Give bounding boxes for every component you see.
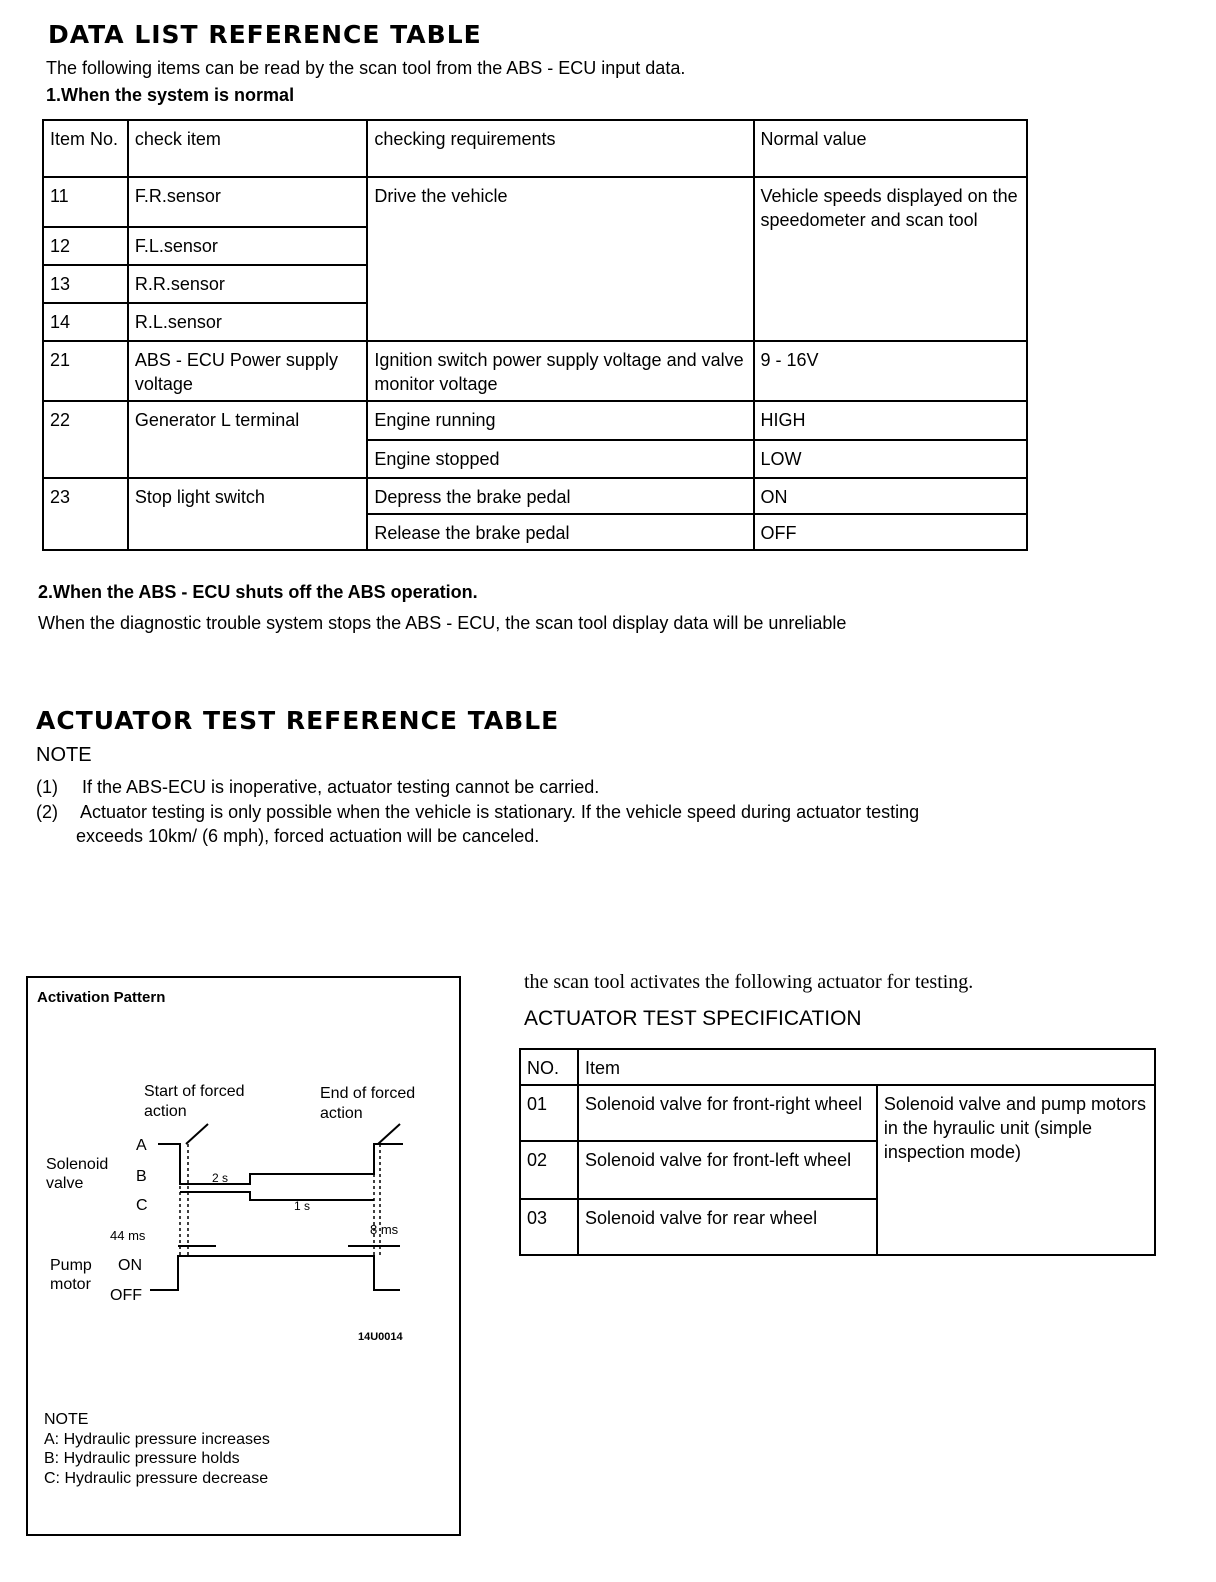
- row-22-requirement-2: Engine stopped: [367, 440, 753, 478]
- row-14-no: 14: [43, 303, 128, 341]
- label-8ms: 8 ms: [370, 1222, 399, 1237]
- row-14-item: R.L.sensor: [128, 303, 368, 341]
- row-22-item: Generator L terminal: [128, 401, 368, 478]
- spec-row-03-no: 03: [520, 1199, 578, 1255]
- actuator-note-heading: NOTE: [36, 744, 92, 766]
- diagram-note-a: A: Hydraulic pressure increases: [44, 1431, 270, 1448]
- start-pointer: [186, 1124, 208, 1144]
- table-row: [43, 177, 1027, 227]
- table-row: [43, 401, 1027, 440]
- diagram-note-c: C: Hydraulic pressure decrease: [44, 1470, 269, 1487]
- row-11-no: 11: [43, 177, 128, 227]
- spec-row-02-no: 02: [520, 1141, 578, 1199]
- spec-lead-text: the scan tool activates the following actuator for testing.: [524, 971, 974, 993]
- label-2s: 2 s: [212, 1171, 229, 1185]
- sensors-requirement: Drive the vehicle: [367, 177, 753, 341]
- spec-row-02-item: Solenoid valve for front-left wheel: [578, 1141, 877, 1199]
- data-list-unreliable-note: When the diagnostic trouble system stops the ABS - ECU, the scan tool display data will be unreliable: [38, 613, 847, 633]
- header-check-item: check item: [128, 120, 368, 177]
- table-row: [43, 478, 1027, 514]
- label-44ms: 44 ms: [110, 1228, 146, 1243]
- row-22-normal-value-1: HIGH: [754, 401, 1028, 440]
- solenoid-waveform-c: [180, 1192, 374, 1200]
- row-22-no: 22: [43, 401, 128, 478]
- spec-header-item: Item: [578, 1049, 1155, 1085]
- label-end-forced-action: action: [320, 1105, 363, 1122]
- row-21-no: 21: [43, 341, 128, 401]
- activation-pattern-diagram: [26, 976, 461, 1536]
- header-item-no: Item No.: [43, 120, 128, 177]
- row-12-no: 12: [43, 227, 128, 265]
- row-23-normal-value-2: OFF: [754, 514, 1028, 550]
- label-pump: Pump: [50, 1257, 92, 1274]
- label-start-forced-action: action: [144, 1103, 187, 1120]
- row-13-no: 13: [43, 265, 128, 303]
- diagram-note-b: B: Hydraulic pressure holds: [44, 1450, 240, 1467]
- label-a: A: [136, 1137, 147, 1154]
- actuator-note-2a: Actuator testing is only possible when the vehicle is stationary. If the vehicle speed during actuator testing: [80, 802, 920, 822]
- sensors-normal-value: Vehicle speeds displayed on the speedometer and scan tool: [754, 177, 1028, 341]
- solenoid-waveform: [158, 1144, 403, 1184]
- pump-waveform: [150, 1256, 400, 1290]
- diagram-code: 14U0014: [358, 1331, 403, 1343]
- spec-row-01-item: Solenoid valve for front-right wheel: [578, 1085, 877, 1141]
- actuator-note-1-number: (1): [36, 777, 58, 797]
- table-row: [43, 341, 1027, 401]
- label-valve: valve: [46, 1175, 84, 1192]
- data-list-table: [42, 119, 1028, 551]
- row-21-normal-value: 9 - 16V: [754, 341, 1028, 401]
- label-start-forced: Start of forced: [144, 1083, 245, 1100]
- data-list-intro: The following items can be read by the scan tool from the ABS - ECU input data.: [46, 58, 686, 78]
- table-header-row: [43, 120, 1027, 177]
- spec-row-01-no: 01: [520, 1085, 578, 1141]
- activation-pattern-svg: [28, 978, 459, 1534]
- actuator-note-1: If the ABS-ECU is inoperative, actuator testing cannot be carried.: [82, 777, 600, 797]
- spec-table: [519, 1048, 1156, 1256]
- table-row: [520, 1085, 1155, 1141]
- diagram-title: Activation Pattern: [37, 989, 166, 1006]
- spec-row-03-item: Solenoid valve for rear wheel: [578, 1199, 877, 1255]
- row-21-item: ABS - ECU Power supply voltage: [128, 341, 368, 401]
- row-23-normal-value-1: ON: [754, 478, 1028, 514]
- label-on: ON: [118, 1257, 142, 1274]
- row-21-requirement: Ignition switch power supply voltage and valve monitor voltage: [367, 341, 753, 401]
- actuator-note-2b: exceeds 10km/ (6 mph), forced actuation will be canceled.: [76, 826, 540, 846]
- spec-title: ACTUATOR TEST SPECIFICATION: [524, 1007, 862, 1030]
- row-23-item: Stop light switch: [128, 478, 368, 550]
- data-list-title: DATA LIST REFERENCE TABLE: [48, 20, 482, 49]
- label-1s: 1 s: [294, 1199, 311, 1213]
- actuator-note-2-number: (2): [36, 802, 58, 822]
- label-motor: motor: [50, 1276, 91, 1293]
- label-c: C: [136, 1197, 148, 1214]
- label-b: B: [136, 1168, 147, 1185]
- label-end-forced: End of forced: [320, 1085, 416, 1102]
- diagram-note-heading: NOTE: [44, 1411, 89, 1428]
- label-solenoid: Solenoid: [46, 1156, 109, 1173]
- end-pointer: [378, 1124, 400, 1144]
- header-normal-value: Normal value: [754, 120, 1028, 177]
- row-22-requirement-1: Engine running: [367, 401, 753, 440]
- actuator-title: ACTUATOR TEST REFERENCE TABLE: [36, 706, 560, 735]
- row-23-requirement-2: Release the brake pedal: [367, 514, 753, 550]
- spec-description: Solenoid valve and pump motors in the hyraulic unit (simple inspection mode): [877, 1085, 1155, 1255]
- row-23-requirement-1: Depress the brake pedal: [367, 478, 753, 514]
- header-requirements: checking requirements: [367, 120, 753, 177]
- row-23-no: 23: [43, 478, 128, 550]
- spec-header-no: NO.: [520, 1049, 578, 1085]
- spec-header-row: [520, 1049, 1155, 1085]
- row-13-item: R.R.sensor: [128, 265, 368, 303]
- label-off: OFF: [110, 1287, 142, 1304]
- row-12-item: F.L.sensor: [128, 227, 368, 265]
- row-22-normal-value-2: LOW: [754, 440, 1028, 478]
- data-list-subtitle-normal: 1.When the system is normal: [46, 85, 295, 105]
- data-list-subtitle-shutoff: 2.When the ABS - ECU shuts off the ABS operation.: [38, 582, 478, 602]
- row-11-item: F.R.sensor: [128, 177, 368, 227]
